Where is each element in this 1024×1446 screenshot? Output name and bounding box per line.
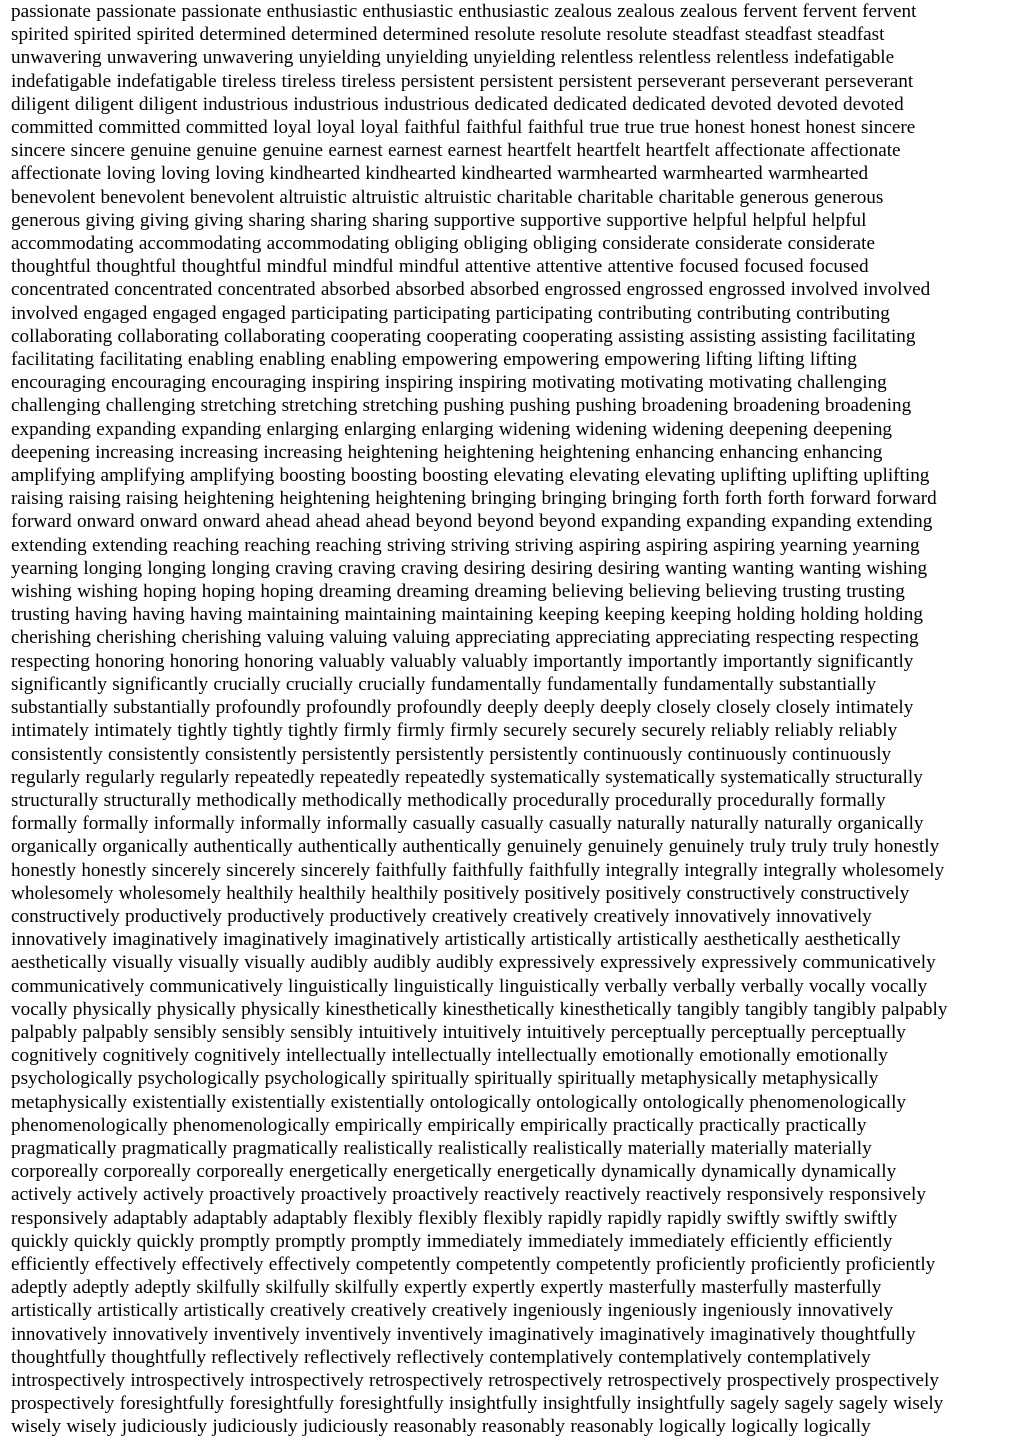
text-line: thoughtful thoughtful thoughtful mindful mindful mindful attentive attentive attentive focused focused focused [11, 256, 869, 278]
text-line: wholesomely wholesomely healthily healthily healthily positively positively positively constructively constructively [11, 882, 910, 904]
text-line: forward onward onward onward ahead ahead ahead beyond beyond beyond expanding expanding expanding extending [11, 511, 933, 533]
text-line: honestly honestly sincerely sincerely sincerely faithfully faithfully faithfully integrally integrally integrally wholesomely [11, 859, 945, 881]
text-line: palpably palpably sensibly sensibly sensibly intuitively intuitively intuitively perceptually perceptually perceptually [11, 1021, 906, 1043]
text-line: amplifying amplifying amplifying boosting boosting boosting elevating elevating elevating uplifting uplifting uplifting [11, 465, 930, 487]
text-line: wisely wisely judiciously judiciously judiciously reasonably reasonably reasonably logically logically logically [11, 1416, 871, 1438]
text-line: psychologically psychologically psychologically spiritually spiritually spiritually metaphysically metaphysically [11, 1068, 879, 1090]
text-line: significantly significantly crucially crucially crucially fundamentally fundamentally fundamentally substantially [11, 673, 877, 695]
text-line: challenging challenging stretching stretching stretching pushing pushing pushing broadening broadening broadening [11, 395, 912, 417]
text-line: wishing wishing hoping hoping hoping dreaming dreaming dreaming believing believing believing trusting trusting [11, 581, 905, 603]
text-line: unwavering unwavering unwavering unyielding unyielding unyielding relentless relentless relentless indefatigable [11, 47, 895, 69]
text-line: committed committed committed loyal loyal loyal faithful faithful faithful true true true honest honest honest sincere [11, 117, 916, 139]
text-line: constructively productively productively productively creatively creatively creatively innovatively innovatively [11, 905, 872, 927]
text-line: adeptly adeptly adeptly skilfully skilfully skilfully expertly expertly expertly masterfully masterfully masterfully [11, 1277, 882, 1299]
text-line: introspectively introspectively introspectively retrospectively retrospectively retrospectively prospectively prospectively [11, 1369, 939, 1391]
text-line: innovatively innovatively inventively inventively inventively imaginatively imaginatively imaginatively thoughtfully [11, 1323, 916, 1345]
text-line: facilitating facilitating enabling enabling enabling empowering empowering empowering lifting lifting lifting [11, 349, 857, 371]
text-line: corporeally corporeally corporeally energetically energetically energetically dynamically dynamically dynamically [11, 1161, 897, 1183]
text-line: communicatively communicatively linguistically linguistically linguistically verbally verbally verbally vocally vocally [11, 975, 928, 997]
text-line: pragmatically pragmatically pragmatically realistically realistically realistically materially materially materially [11, 1137, 872, 1159]
body-text [11, 0, 1014, 1439]
text-line: passionate passionate passionate enthusiastic enthusiastic enthusiastic zealous zealous zealous fervent fervent fervent [11, 1, 917, 22]
text-line: regularly regularly regularly repeatedly repeatedly repeatedly systematically systematically systematically structurally [11, 766, 923, 788]
text-line: indefatigable indefatigable tireless tireless tireless persistent persistent persistent perseverant perseverant perseverant [11, 70, 914, 92]
text-line: consistently consistently consistently persistently persistently persistently continuously continuously continuously [11, 743, 892, 765]
text-line: organically organically authentically authentically authentically genuinely genuinely genuinely truly truly truly honestly [11, 836, 940, 858]
text-line: vocally physically physically physically kinesthetically kinesthetically kinesthetically tangibly tangibly tangibly palpably [11, 998, 948, 1020]
text-line: diligent diligent diligent industrious industrious industrious dedicated dedicated dedicated devoted devoted devoted [11, 93, 904, 115]
text-line: aesthetically visually visually visually audibly audibly audibly expressively expressively expressively communicatively [11, 952, 936, 974]
text-line: prospectively foresightfully foresightfully foresightfully insightfully insightfully insightfully sagely sagely sagely wisely [11, 1393, 944, 1415]
text-line: actively actively actively proactively proactively proactively reactively reactively reactively responsively responsively [11, 1184, 926, 1206]
text-line: trusting having having having maintaining maintaining maintaining keeping keeping keeping holding holding holding [11, 604, 923, 626]
text-line: spirited spirited spirited determined determined determined resolute resolute resolute steadfast steadfast steadfast [11, 24, 885, 46]
text-line: extending extending reaching reaching reaching striving striving striving aspiring aspiring aspiring yearning yearning [11, 534, 920, 556]
text-line: metaphysically existentially existentially existentially ontologically ontologically ontologically phenomenologically [11, 1091, 906, 1113]
text-line: accommodating accommodating accommodating obliging obliging obliging considerate considerate considerate [11, 233, 875, 255]
text-line: collaborating collaborating collaborating cooperating cooperating cooperating assisting assisting assisting facilitating [11, 325, 916, 347]
text-line: quickly quickly quickly promptly promptly promptly immediately immediately immediately efficiently efficiently [11, 1230, 893, 1252]
text-line: deepening increasing increasing increasing heightening heightening heightening enhancing enhancing enhancing [11, 441, 883, 463]
text-line: structurally structurally methodically methodically methodically procedurally procedurally procedurally formally [11, 789, 886, 811]
text-line: expanding expanding expanding enlarging enlarging enlarging widening widening widening deepening deepening [11, 418, 893, 440]
text-line: yearning longing longing longing craving craving craving desiring desiring desiring wanting wanting wanting wishing [11, 557, 928, 579]
text-line: phenomenologically phenomenologically empirically empirically empirically practically practically practically [11, 1114, 867, 1136]
text-line: sincere sincere genuine genuine genuine earnest earnest earnest heartfelt heartfelt heartfelt affectionate affectionate [11, 140, 901, 162]
text-line: involved engaged engaged engaged participating participating participating contributing contributing contributing [11, 302, 890, 324]
text-line: intimately intimately tightly tightly tightly firmly firmly firmly securely securely securely reliably reliably reliably [11, 720, 898, 742]
text-line: benevolent benevolent benevolent altruistic altruistic altruistic charitable charitable charitable generous generous [11, 186, 884, 208]
text-line: efficiently effectively effectively effectively competently competently competently proficiently proficiently proficiently [11, 1253, 936, 1275]
text-line: cognitively cognitively cognitively intellectually intellectually intellectually emotionally emotionally emotionally [11, 1045, 888, 1067]
text-line: substantially substantially profoundly profoundly profoundly deeply deeply deeply closely closely closely intimately [11, 697, 914, 719]
text-line: thoughtfully thoughtfully reflectively reflectively reflectively contemplatively contemplatively contemplatively [11, 1346, 871, 1368]
text-line: cherishing cherishing cherishing valuing valuing valuing appreciating appreciating appreciating respecting respecting [11, 627, 919, 649]
text-line: raising raising raising heightening heightening heightening bringing bringing bringing forth forth forth forward forward [11, 488, 937, 510]
text-line: innovatively imaginatively imaginatively imaginatively artistically artistically artistically aesthetically aesthetically [11, 929, 901, 951]
text-line: generous giving giving giving sharing sharing sharing supportive supportive supportive helpful helpful helpful [11, 209, 867, 231]
text-line: artistically artistically artistically creatively creatively creatively ingeniously ingeniously ingeniously innovatively [11, 1300, 894, 1322]
text-line: formally formally informally informally informally casually casually casually naturally naturally naturally organically [11, 813, 924, 835]
text-line: responsively adaptably adaptably adaptably flexibly flexibly flexibly rapidly rapidly rapidly swiftly swiftly swiftly [11, 1207, 898, 1229]
text-line: respecting honoring honoring honoring valuably valuably valuably importantly importantly importantly significantly [11, 650, 914, 672]
text-line: affectionate loving loving loving kindhearted kindhearted kindhearted warmhearted warmhearted warmhearted [11, 163, 869, 185]
text-line: concentrated concentrated concentrated absorbed absorbed absorbed engrossed engrossed engrossed involved involved [11, 279, 931, 301]
text-line: encouraging encouraging encouraging inspiring inspiring inspiring motivating motivating motivating challenging [11, 372, 887, 394]
